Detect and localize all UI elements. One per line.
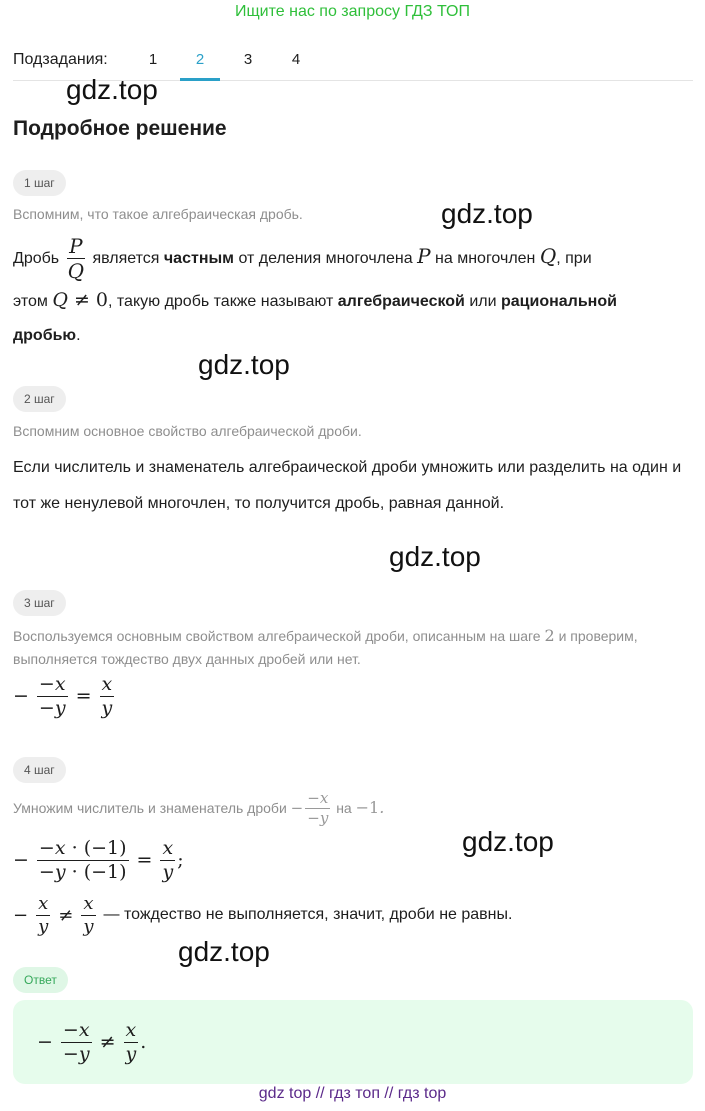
tab-4[interactable]: 4 xyxy=(291,51,301,68)
step-2-badge: 2 шаг xyxy=(13,386,66,412)
step-1-hint: Вспомним, что такое алгебраическая дробь. xyxy=(13,206,303,222)
page-title: Подробное решение xyxy=(13,117,227,140)
step-2-hint: Вспомним основное свойство алгебраической дроби. xyxy=(13,423,362,439)
step-3-equation: − $\frac{-x}{-y}$ = $\frac{x}{y}$ xyxy=(13,673,113,719)
step-1-line-2: этом Q ≠ 0, такую дробь также называют алгебраической или рациональной xyxy=(13,289,617,311)
subtask-label: Подзадания: xyxy=(13,51,108,68)
active-tab-indicator xyxy=(180,78,220,81)
answer-badge: Ответ xyxy=(13,967,68,993)
watermark: gdz.top xyxy=(198,349,290,380)
step-3-badge: 3 шаг xyxy=(13,590,66,616)
watermark: gdz.top xyxy=(389,541,481,572)
step-1-line-3: дробью. xyxy=(13,327,81,344)
tab-3[interactable]: 3 xyxy=(243,51,253,68)
step-4-equation-1: − $\frac{-x \cdot (-1)}{-y \cdot (-1)}$ = $\frac{x}{y}$ ; xyxy=(13,837,184,883)
watermark: gdz.top xyxy=(462,826,554,857)
footer-links[interactable]: gdz top // гдз топ // гдз top xyxy=(258,1085,447,1102)
step-3-hint: Воспользуемся основным свойством алгебраической дроби, описанным на шаге 2 и проверим, выполняется тождество двух данных дробей или нет. xyxy=(13,626,638,667)
tab-2[interactable]: 2 xyxy=(195,51,205,68)
watermark: gdz.top xyxy=(66,74,158,105)
watermark: gdz.top xyxy=(441,198,533,229)
step-1-line-1: Дробь $\frac{P}{Q}$ является частным от деления многочлена P на многочлен Q, при xyxy=(13,234,592,284)
step-4-badge: 4 шаг xyxy=(13,757,66,783)
fraction-p-over-q: $\frac{P}{Q}$ xyxy=(67,234,84,284)
step-4-hint: Умножим числитель и знаменатель дроби − $\frac{-x}{-y}$ на −1. xyxy=(13,789,385,827)
answer-box xyxy=(13,1000,693,1084)
search-banner[interactable]: Ищите нас по запросу ГДЗ ТОП xyxy=(235,3,470,20)
tab-1[interactable]: 1 xyxy=(148,51,158,68)
step-1-badge: 1 шаг xyxy=(13,170,66,196)
answer-equation: − $\frac{-x}{-y}$ ≠ $\frac{x}{y}$ . xyxy=(37,1019,147,1065)
step-2-body: Если числитель и знаменатель алгебраической дроби умножить или разделить на один и тот же ненулевой многочлен, то получится дробь, равная данной. xyxy=(13,459,682,512)
step-4-equation-2: − $\frac{x}{y}$ ≠ $\frac{x}{y}$ — тождество не выполняется, значит, дроби не равны. xyxy=(13,893,513,937)
watermark: gdz.top xyxy=(178,936,270,967)
